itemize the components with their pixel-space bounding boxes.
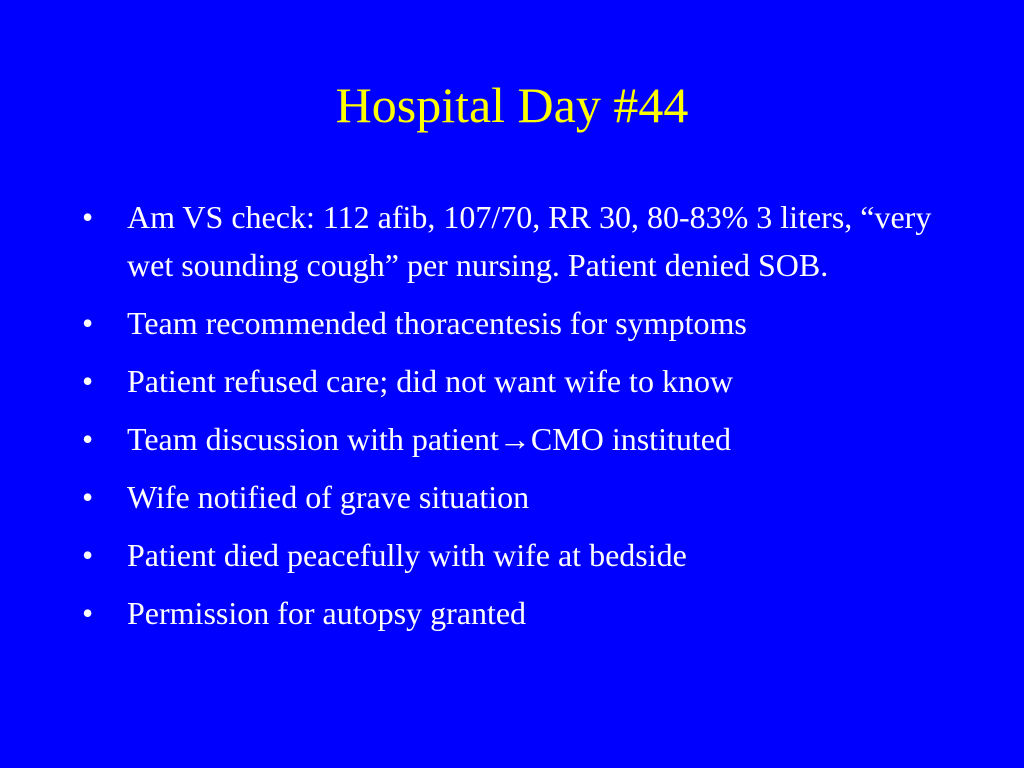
bullet-text: Patient died peacefully with wife at bedside: [127, 537, 687, 573]
bullet-text: Patient refused care; did not want wife to know: [127, 363, 734, 399]
bullet-dot-icon: •: [82, 537, 94, 573]
bullet-item: [82, 531, 952, 579]
bullet-item: [82, 357, 952, 405]
bullet-text: Permission for autopsy granted: [127, 595, 527, 631]
bullet-dot-icon: •: [82, 595, 94, 631]
bullet-dot-icon: •: [82, 363, 94, 399]
bullet-text: Team recommended thoracentesis for symptoms: [127, 305, 747, 341]
bullet-item: [82, 473, 952, 521]
bullet-text: Wife notified of grave situation: [127, 479, 530, 515]
bullet-dot-icon: •: [82, 305, 94, 341]
bullet-dot-icon: •: [82, 421, 94, 457]
bullet-dot-icon: •: [82, 199, 94, 235]
bullet-item: [82, 415, 952, 463]
bullet-item: [82, 193, 952, 289]
bullet-item: [82, 589, 952, 637]
bullet-text: Am VS check: 112 afib, 107/70, RR 30, 80-83% 3 liters, “very wet sounding cough” per nursing. Patient denied SOB.: [127, 199, 932, 283]
bullet-text: Team discussion with patient→CMO instituted: [127, 421, 731, 457]
slide-title: Hospital Day #44: [335, 77, 689, 133]
bullet-item: [82, 299, 952, 347]
bullet-list: [82, 193, 952, 647]
bullet-dot-icon: •: [82, 479, 94, 515]
